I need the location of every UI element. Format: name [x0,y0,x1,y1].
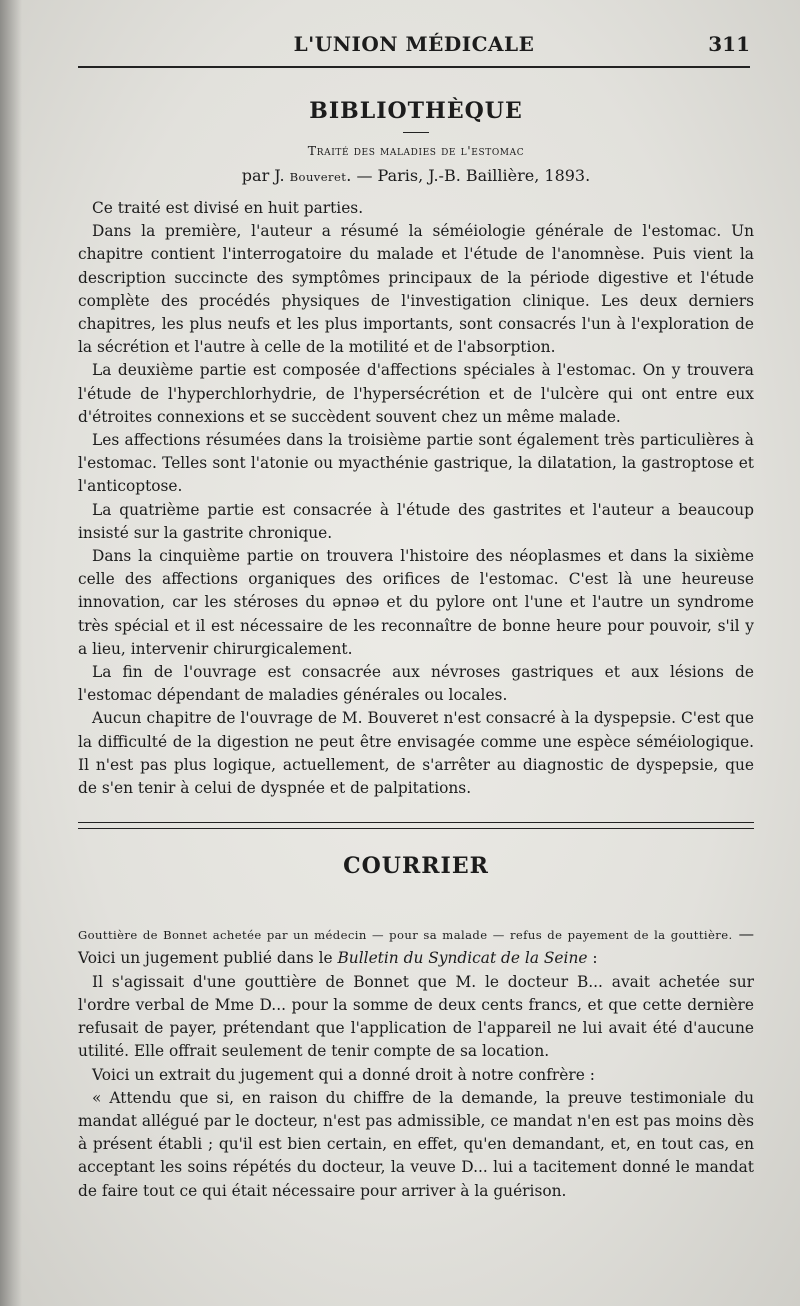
bibliotheque-section [78,98,754,800]
review-paragraph: Dans la cinquième partie on trouvera l'histoire des néoplasmes et dans la sixième celle des affections organiques des orifices de l'estomac. C'est là une heureuse innovation, car les stéroses du əpnəə et du pylore ont l'une et l'autre un syndrome très spécial et il est nécessaire de les reconnaître de bonne heure pour pouvoir, s'il y a lieu, intervenir chirurgicalement. [78,547,754,658]
courrier-heading: COURRIER [343,853,489,880]
header-rule [78,66,750,68]
article-lead [78,923,754,970]
book-meta-prefix: par J. [241,166,290,185]
article-paragraph: « Attendu que si, en raison du chiffre de la demande, la preuve testimoniale du mandat allégué par le docteur, n'est pas admissible, ce mandat n'en est pas moins dès à présent établi ; qu'il est bien certain, en effet, qu'en demandant, et, en tout cas, en acceptant les soins répétés du docteur, la veuve D... lui a tacitement donné le mandat de faire tout ce qui était nécessaire pour arriver à la guérison. [78,1088,754,1200]
courrier-section [78,853,754,1202]
page-gutter-shadow [0,0,22,1306]
article-lead-text: — Voici un jugement publié dans le [78,925,754,968]
running-title: L'UNION MÉDICALE [293,32,535,56]
page-number: 311 [708,32,750,56]
review-paragraph: La quatrième partie est consacrée à l'étude des gastrites et l'auteur a beaucoup insisté sur la gastrite chronique. [78,500,754,542]
page-content [78,98,754,1203]
review-paragraph: La deuxième partie est composée d'affections spéciales à l'estomac. On y trouvera l'étude de l'hyperchlorhydrie, de l'hypersécrétion et de l'ulcère qui ont entre eux d'étroites connexions et se succèdent souvent chez un même malade. [78,361,754,426]
review-paragraph: Aucun chapitre de l'ouvrage de M. Bouveret n'est consacré à la dyspepsie. C'est que la difficulté de la digestion ne peut être envisagée comme une espèce séméiologique. Il n'est pas plus logique, actuellement, de s'arrêter au diagnostic de dyspepsie, que de s'en tenir à celui de dyspnée et de palpitations. [78,709,754,798]
book-meta [78,166,754,185]
review-paragraph: La fin de l'ouvrage est consacrée aux névroses gastriques et aux lésions de l'estomac dépendant de maladies générales ou locales. [78,663,754,705]
book-author: Bouveret [289,170,347,184]
review-paragraph: Les affections résumées dans la troisième partie sont également très particulières à l'estomac. Telles sont l'atonie ou myacthénie gastrique, la dilatation, la gastroptose et l'anticoptose. [78,431,754,496]
review-paragraph: Dans la première, l'auteur a résumé la séméiologie générale de l'estomac. Un chapitre contient l'interrogatoire du malade et l'étude de l'anomnèse. Puis vient la description succincte des symptômes principaux de la période digestive et l'étude complète des procédés physiques de l'investigation clinique. Les deux derniers chapitres, les plus neufs et les plus importants, sont consacrés l'un à l'exploration de la sécrétion et l'autre à celle de la motilité et de l'absorption. [78,222,754,357]
book-title: Traité des maladies de l'estomac [307,143,525,158]
article-paragraph: Il s'agissait d'une gouttière de Bonnet que M. le docteur B... avait achetée sur l'ordre verbal de Mme D... pour la somme de deux cents francs, et que cette dernière refusait de payer, prétendant que l'application de l'appareil ne lui avait été d'aucune utilité. Elle offrait seulement de tenir compte de sa location. [78,972,754,1061]
book-meta-suffix: . — Paris, J.-B. Baillière, 1893. [346,166,591,185]
article-lead-end: : [587,949,598,968]
page-header [78,30,750,70]
bibliotheque-heading: BIBLIOTHÈQUE [309,98,523,124]
review-paragraph: Ce traité est divisé en huit parties. [92,199,364,217]
section-divider [78,822,754,829]
article-title: Gouttière de Bonnet achetée par un médecin — pour sa malade — refus de payement de la gouttière. [78,928,733,943]
article-paragraph: Voici un extrait du jugement qui a donné droit à notre confrère : [92,1065,595,1084]
heading-dash [403,132,429,133]
bulletin-title: Bulletin du Syndicat de la Seine [337,949,588,968]
